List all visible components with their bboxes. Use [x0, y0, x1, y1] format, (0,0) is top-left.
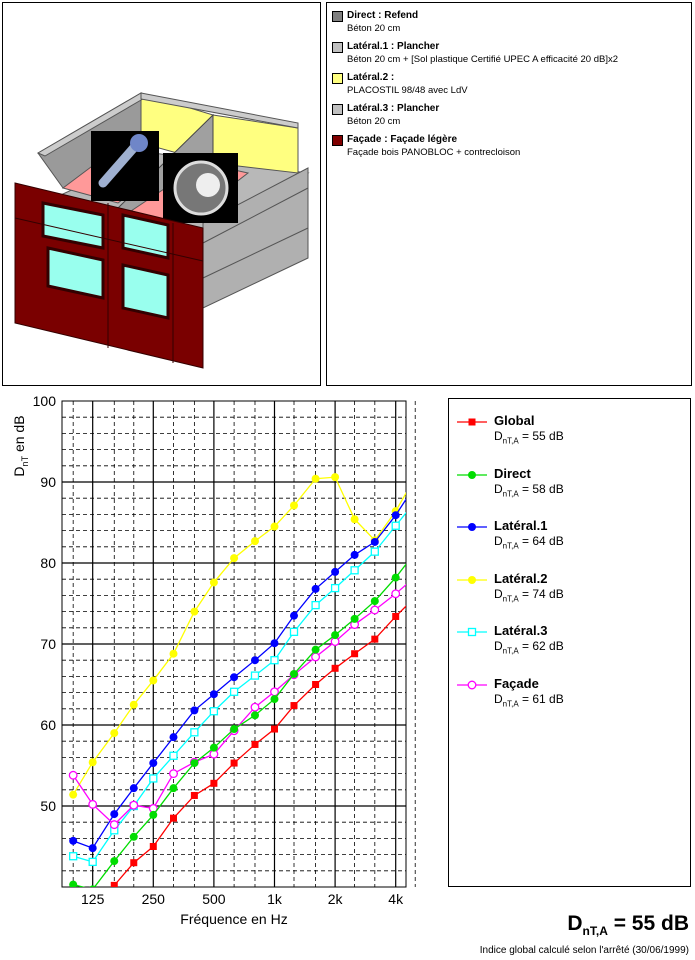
y-tick-label: 50	[40, 798, 56, 814]
data-point-lat-ral-1	[331, 568, 339, 576]
data-point-direct	[331, 631, 339, 639]
legend-value: $D_{nT,A} = 74$ dB	[494, 587, 564, 604]
data-point-lat-ral-1	[230, 673, 238, 681]
data-point-lat-ral-2	[149, 676, 157, 684]
data-point-lat-ral-3	[89, 858, 96, 865]
legend-panel	[448, 398, 691, 887]
legend-marker-lateral2	[457, 573, 487, 587]
data-point-global	[191, 792, 198, 799]
data-point-lat-ral-1	[290, 612, 298, 620]
legend-name: Latéral.2	[494, 571, 548, 586]
data-point-global	[70, 912, 77, 919]
y-tick-label: 90	[40, 474, 56, 490]
data-point-fa-ade	[130, 801, 138, 809]
facade-window-lower-right	[123, 265, 168, 318]
legend-point	[468, 576, 476, 584]
data-point-fa-ade	[89, 801, 97, 809]
data-point-lat-ral-2	[312, 475, 320, 483]
element-desc: Béton 20 cm + [Sol plastique Certifié UPEC A efficacité 20 dB]x2	[347, 54, 618, 65]
data-point-direct	[392, 574, 400, 582]
data-point-lat-ral-2	[351, 515, 359, 523]
data-point-global	[351, 650, 358, 657]
y-tick-label: 70	[40, 636, 56, 652]
data-point-lat-ral-3	[251, 672, 258, 679]
data-point-lat-ral-2	[210, 578, 218, 586]
data-point-lat-ral-2	[270, 523, 278, 531]
legend-value: $D_{nT,A} = 61$ dB	[494, 692, 564, 709]
data-point-direct	[270, 695, 278, 703]
data-point-lat-ral-1	[69, 837, 77, 845]
legend-point	[468, 471, 476, 479]
x-tick-label: 500	[202, 891, 226, 907]
data-point-lat-ral-2	[290, 501, 298, 509]
element-title: Latéral.1 : Plancher	[347, 41, 440, 52]
legend-marker-facade	[457, 678, 487, 692]
data-point-direct	[371, 597, 379, 605]
data-point-lat-ral-3	[371, 548, 378, 555]
y-tick-label: 100	[32, 393, 56, 409]
data-point-lat-ral-2	[130, 701, 138, 709]
element-desc: PLACOSTIL 98/48 avec LdV	[347, 85, 468, 96]
building-3d-illustration	[3, 3, 320, 385]
data-point-lat-ral-3	[392, 522, 399, 529]
x-tick-label: 1k	[267, 891, 282, 907]
x-tick-label: 2k	[327, 891, 343, 907]
data-point-fa-ade	[312, 653, 320, 661]
data-point-global	[291, 702, 298, 709]
data-point-fa-ade	[371, 606, 379, 614]
data-point-global	[251, 741, 258, 748]
data-point-lat-ral-3	[271, 657, 278, 664]
element-title: Latéral.2 :	[347, 72, 395, 83]
legend-name: Latéral.3	[494, 623, 548, 638]
element-desc: Façade bois PANOBLOC + contrecloison	[347, 147, 521, 158]
data-point-direct	[290, 670, 298, 678]
data-point-direct	[190, 759, 198, 767]
data-point-global	[150, 843, 157, 850]
legend-marker-direct	[457, 468, 487, 482]
element-title: Direct : Refend	[347, 10, 419, 21]
data-point-direct	[169, 784, 177, 792]
data-point-direct	[312, 646, 320, 654]
data-point-lat-ral-3	[150, 775, 157, 782]
legend-point	[469, 419, 476, 426]
swatch-facade	[332, 135, 343, 146]
data-point-direct	[351, 615, 359, 623]
data-point-lat-ral-3	[332, 585, 339, 592]
data-point-fa-ade	[69, 771, 77, 779]
x-tick-label: 125	[81, 891, 105, 907]
element-title: Façade : Façade légère	[347, 134, 458, 145]
data-point-lat-ral-3	[70, 853, 77, 860]
legend-name: Global	[494, 413, 535, 428]
legend-name: Direct	[494, 466, 531, 481]
data-point-lat-ral-1	[251, 656, 259, 664]
data-point-lat-ral-3	[291, 628, 298, 635]
building-scene-panel	[2, 2, 321, 386]
data-point-lat-ral-3	[351, 567, 358, 574]
data-point-lat-ral-1	[351, 551, 359, 559]
x-axis-label: Fréquence en Hz	[180, 911, 288, 927]
element-desc: Béton 20 cm	[347, 23, 401, 34]
legend-name: Façade	[494, 676, 539, 691]
data-point-lat-ral-2	[69, 791, 77, 799]
data-point-lat-ral-1	[270, 639, 278, 647]
data-point-lat-ral-1	[392, 511, 400, 519]
data-point-lat-ral-1	[169, 733, 177, 741]
data-point-lat-ral-1	[130, 784, 138, 792]
legend-value: $D_{nT,A} = 64$ dB	[494, 534, 564, 551]
element-title: Latéral.3 : Plancher	[347, 103, 440, 114]
swatch-lateral1	[332, 42, 343, 53]
legend-point	[468, 681, 476, 689]
legend-marker-lateral1	[457, 520, 487, 534]
data-point-lat-ral-3	[231, 688, 238, 695]
data-point-lat-ral-2	[190, 608, 198, 616]
data-point-lat-ral-2	[331, 473, 339, 481]
elements-panel	[326, 2, 692, 386]
legend-value: $D_{nT,A} = 62$ dB	[494, 639, 564, 656]
microphone-icon	[91, 131, 159, 201]
legend-point	[469, 629, 476, 636]
swatch-lateral2	[332, 73, 343, 84]
legend-value: $D_{nT,A} = 55$ dB	[494, 429, 564, 446]
data-point-lat-ral-1	[210, 690, 218, 698]
y-axis-label: $D_{nT}$ en dB	[11, 415, 30, 477]
data-point-direct	[149, 811, 157, 819]
global-index: $D_{nT,A} = 55$ dB	[567, 912, 689, 939]
data-point-lat-ral-2	[230, 554, 238, 562]
y-tick-label: 80	[40, 555, 56, 571]
swatch-direct	[332, 11, 343, 22]
data-point-global	[111, 882, 118, 889]
data-point-lat-ral-3	[312, 602, 319, 609]
data-point-global	[312, 681, 319, 688]
data-point-fa-ade	[251, 703, 259, 711]
y-tick-label: 60	[40, 717, 56, 733]
x-tick-label: 4k	[388, 891, 404, 907]
data-point-lat-ral-1	[312, 585, 320, 593]
data-point-lat-ral-2	[110, 729, 118, 737]
data-point-lat-ral-2	[89, 758, 97, 766]
legend-name: Latéral.1	[494, 518, 548, 533]
data-point-fa-ade	[170, 770, 178, 778]
data-point-lat-ral-2	[169, 650, 177, 658]
data-point-direct	[210, 744, 218, 752]
data-point-lat-ral-3	[170, 752, 177, 759]
swatch-lateral3	[332, 104, 343, 115]
data-point-global	[231, 760, 238, 767]
legend-marker-global	[457, 415, 487, 429]
data-point-direct	[251, 711, 259, 719]
data-point-direct	[130, 833, 138, 841]
data-point-lat-ral-1	[110, 810, 118, 818]
data-point-global	[392, 613, 399, 620]
data-point-direct	[110, 857, 118, 865]
data-point-fa-ade	[110, 821, 118, 829]
legend-value: $D_{nT,A} = 58$ dB	[494, 482, 564, 499]
data-point-fa-ade	[271, 688, 279, 696]
legend-marker-lateral3	[457, 625, 487, 639]
data-point-lat-ral-2	[251, 537, 259, 545]
dnt-frequency-chart	[0, 392, 440, 932]
data-point-direct	[230, 725, 238, 733]
calculation-footnote: Indice global calculé selon l'arrêté (30/06/1999)	[479, 945, 689, 956]
data-point-global	[130, 859, 137, 866]
legend-point	[468, 523, 476, 531]
data-point-global	[271, 726, 278, 733]
element-desc: Béton 20 cm	[347, 116, 401, 127]
data-point-global	[210, 780, 217, 787]
data-point-lat-ral-1	[149, 759, 157, 767]
data-point-lat-ral-1	[89, 844, 97, 852]
data-point-fa-ade	[392, 590, 400, 598]
data-point-lat-ral-3	[191, 729, 198, 736]
data-point-global	[371, 636, 378, 643]
data-point-lat-ral-1	[190, 706, 198, 714]
data-point-global	[170, 815, 177, 822]
data-point-global	[332, 665, 339, 672]
data-point-lat-ral-1	[371, 538, 379, 546]
x-tick-label: 250	[141, 891, 165, 907]
data-point-lat-ral-3	[210, 708, 217, 715]
